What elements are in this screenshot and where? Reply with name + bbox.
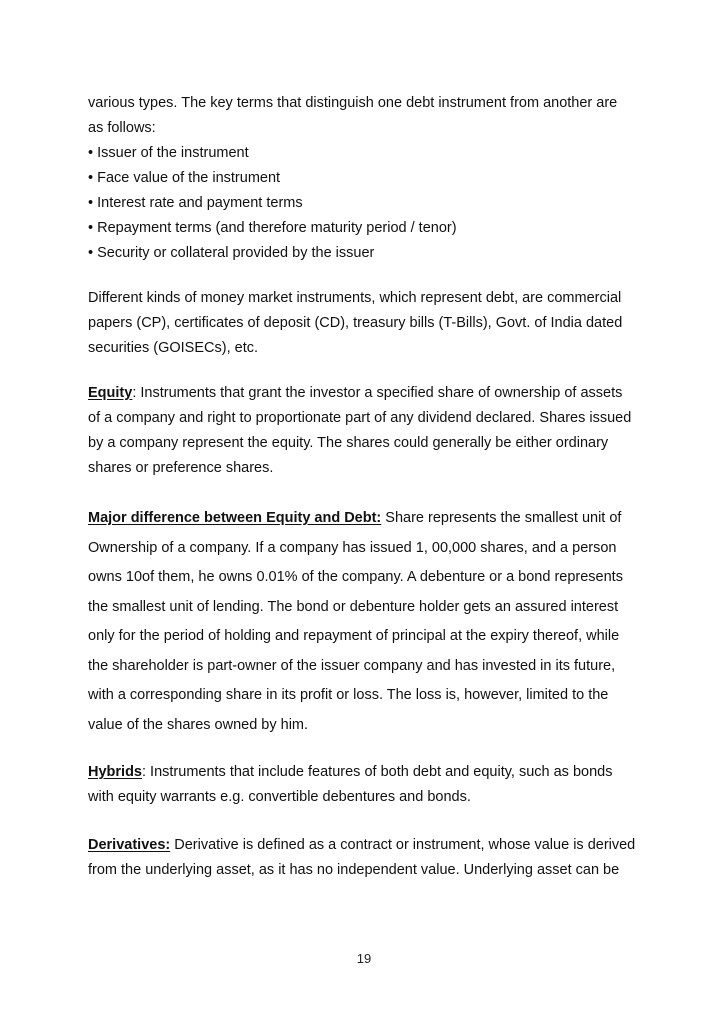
derivatives-text: Derivative is defined as a contract or instrument, whose value is derived [170,837,636,853]
paragraph-line: shares or preference shares. [88,460,274,476]
paragraph-line: Different kinds of money market instruments, which represent debt, are commercial [88,290,622,306]
debt-key-terms-list [88,141,648,266]
paragraph-line: with equity warrants e.g. convertible debentures and bonds. [88,789,471,805]
paragraph-line [88,381,648,406]
hybrids-heading: Hybrids [88,764,142,780]
paragraph-line [88,504,648,534]
hybrids-text: : Instruments that include features of both debt and equity, such as bonds [142,764,613,780]
paragraph-line: with a corresponding share in its profit or loss. The loss is, however, limited to the [88,687,609,703]
paragraph-line: of a company and right to proportionate part of any dividend declared. Shares issued [88,410,632,426]
paragraph-line: by a company represent the equity. The shares could generally be either ordinary [88,435,609,451]
paragraph-line: the smallest unit of lending. The bond or debenture holder gets an assured interest [88,598,619,615]
paragraph-line [88,760,648,785]
document-body [88,91,648,883]
derivatives-heading: Derivatives: [88,837,171,853]
derivatives-paragraph [88,833,648,883]
paragraph-line: papers (CP), certificates of deposit (CD), treasury bills (T-Bills), Govt. of India dated [88,315,623,331]
paragraph-line: value of the shares owned by him. [88,716,309,733]
money-market-paragraph [88,286,648,361]
intro-line: various types. The key terms that distinguish one debt instrument from another are [88,95,618,111]
equity-paragraph [88,381,648,481]
list-item: • Repayment terms (and therefore maturity period / tenor) [88,220,457,236]
list-item: • Security or collateral provided by the issuer [88,245,375,261]
paragraph-line: securities (GOISECs), etc. [88,340,259,356]
difference-heading: Major difference between Equity and Debt: [88,510,382,526]
list-item: • Face value of the instrument [88,170,281,186]
hybrids-paragraph [88,760,648,810]
list-item: • Issuer of the instrument [88,145,249,161]
intro-line: as follows: [88,120,156,136]
difference-paragraph [88,504,648,740]
page-number: 19 [356,951,372,966]
paragraph-line: from the underlying asset, as it has no independent value. Underlying asset can be [88,862,620,878]
list-item: • Interest rate and payment terms [88,195,303,211]
paragraph-line: owns 10of them, he owns 0.01% of the company. A debenture or a bond represents [88,569,623,585]
equity-text: : Instruments that grant the investor a specified share of ownership of assets [132,385,623,401]
difference-text: Share represents the smallest unit of [381,510,622,526]
equity-heading: Equity [88,385,133,401]
paragraph-line: the shareholder is part-owner of the issuer company and has invested in its future, [88,657,616,674]
paragraph-line: Ownership of a company. If a company has issued 1, 00,000 shares, and a person [88,539,617,556]
paragraph-line [88,833,648,858]
paragraph-line: only for the period of holding and repayment of principal at the expiry thereof, while [88,628,620,644]
intro-paragraph [88,91,648,141]
